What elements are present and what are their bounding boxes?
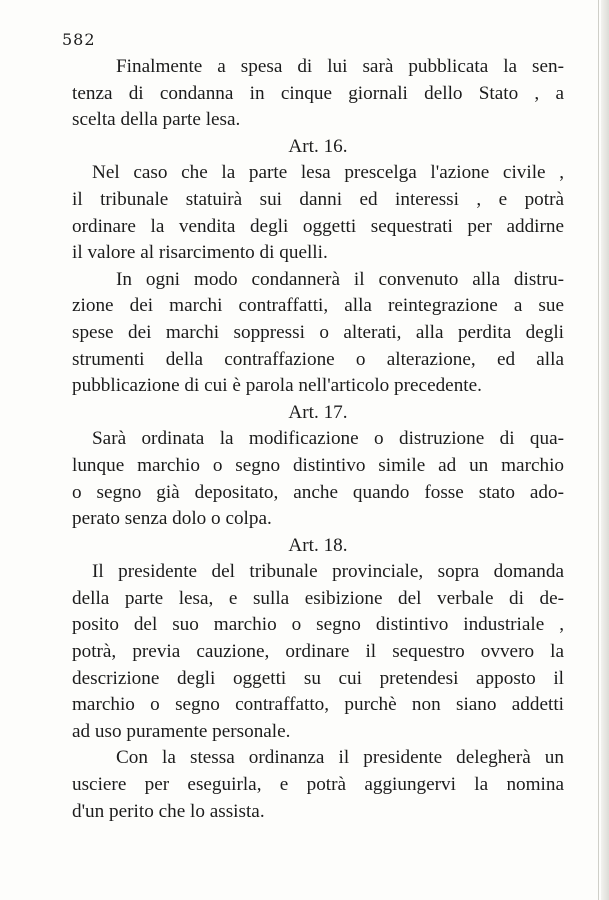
text-line: marchio o segno contraffatto, purchè non siano addetti: [72, 694, 564, 716]
text-line: Finalmente a spesa di lui sarà pubblicata la sen-: [116, 56, 564, 77]
text-line: il tribunale statuirà sui danni ed interessi , e potrà: [72, 188, 564, 210]
text-line: zione dei marchi contraffatti, alla reintegrazione a sue: [72, 295, 564, 317]
text-line: spese dei marchi soppressi o alterati, alla perdita degli: [72, 321, 564, 343]
article-heading: Art. 18.: [288, 534, 348, 556]
text-line: Sarà ordinata la modificazione o distruzione di qua-: [92, 428, 564, 450]
text-line: Con la stessa ordinanza il presidente delegherà un: [116, 747, 564, 769]
text-line: il valore al risarcimento di quelli.: [72, 242, 328, 264]
page-edge-shadow: [598, 0, 599, 900]
text-line: posito del suo marchio o segno distintivo industriale ,: [72, 614, 564, 636]
text-line: perato senza dolo o colpa.: [72, 508, 272, 530]
text-line: usciere per eseguirla, e potrà aggiungervi la nomina: [72, 774, 564, 796]
text-line: ad uso puramente personale.: [72, 720, 291, 742]
page-number: 582: [62, 30, 96, 49]
text-line: descrizione degli oggetti su cui pretendesi apposto il: [72, 667, 564, 689]
text-line: strumenti della contraffazione o alterazione, ed alla: [72, 348, 564, 370]
text-line: o segno già depositato, anche quando fosse stato ado-: [72, 481, 564, 503]
text-line: d'un perito che lo assista.: [72, 800, 265, 822]
body-text: [72, 54, 564, 825]
text-line: Il presidente del tribunale provinciale, sopra domanda: [92, 561, 564, 583]
text-line: ordinare la vendita degli oggetti sequestrati per addirne: [72, 215, 564, 237]
text-line: tenza di condanna in cinque giornali dello Stato , a: [72, 82, 564, 104]
page-edge: [601, 0, 609, 900]
text-line: scelta della parte lesa.: [72, 109, 241, 131]
text-line: lunque marchio o segno distintivo simile ad un marchio: [72, 454, 564, 476]
text-line: In ogni modo condannerà il convenuto alla distru-: [116, 268, 564, 290]
article-heading: Art. 17.: [288, 401, 348, 423]
text-line: pubblicazione di cui è parola nell'articolo precedente.: [72, 375, 482, 397]
article-heading: Art. 16.: [288, 135, 348, 157]
text-line: potrà, previa cauzione, ordinare il sequestro ovvero la: [72, 641, 564, 663]
text-line: Nel caso che la parte lesa prescelga l'azione civile ,: [92, 162, 564, 184]
text-line: della parte lesa, e sulla esibizione del verbale di de-: [72, 587, 564, 609]
